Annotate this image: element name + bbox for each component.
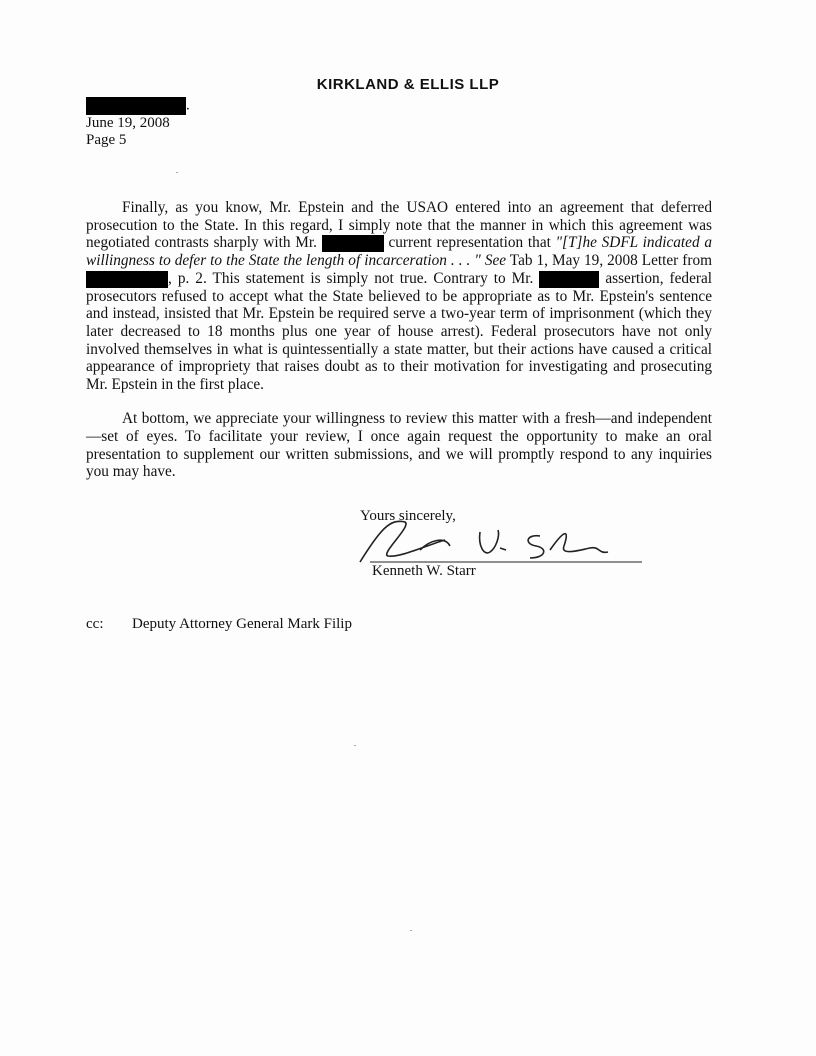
paragraph-2: At bottom, we appreciate your willingness to review this matter with a fresh—and independent—set of eyes. To facilitate your review, I once again request the opportunity to make an oral presentation to supplement our written submissions, and we will promptly respond to any inquiries you may have. — [86, 410, 712, 481]
firm-letterhead: KIRKLAND & ELLIS LLP — [316, 76, 500, 93]
addressee-line — [86, 97, 190, 115]
cc-recipient: Deputy Attorney General Mark Filip — [132, 616, 352, 632]
redaction-box — [539, 271, 599, 288]
redaction-box — [86, 271, 168, 288]
signer-name: Kenneth W. Starr — [372, 563, 476, 579]
page-number: Page 5 — [86, 132, 127, 148]
redaction-box — [86, 97, 186, 115]
p1-text-e: assertion, federal prosecutors refused to accept what the State believed to be appropriate as to Mr. Epstein's sentence and instead, insisted that Mr. Epstein be required serve a two-year term of imprisonment (which they later decreased to 18 months plus one year of house arrest). Federal prosecutors have not only involved themselves in what is quintessentially a state matter, but their actions have caused a critical appearance of impropriety that raises doubt as to their motivation for investigating and prosecuting Mr. Epstein in the first place. — [86, 269, 712, 393]
p1-text-a: Finally, as you know, Mr. Epstein and the USAO entered into an agreement that deferred prosecution to the State. In this regard, I simply note that the manner in which this agreement was negotiated contrasts sharply with Mr. — [86, 199, 712, 252]
addressee-suffix: . — [186, 97, 190, 114]
scan-speck — [410, 930, 412, 931]
redaction-box — [322, 235, 384, 252]
p1-quote: "[T]he SDFL indicated a willingness to defer to the State the length of incarceration . . . " — [86, 234, 712, 270]
cc-line — [86, 616, 352, 633]
scan-speck — [354, 745, 356, 746]
p1-text-b: current representation that — [383, 234, 556, 252]
p1-text-c: Tab 1, May 19, 2008 Letter from — [506, 252, 713, 270]
paragraph-1 — [86, 199, 712, 393]
scan-speck — [176, 172, 178, 173]
header-block — [86, 97, 190, 149]
cc-label: cc: — [86, 616, 104, 632]
letter-body — [86, 199, 712, 498]
p1-text-d: , p. 2. This statement is simply not true. Contrary to Mr. — [168, 269, 540, 287]
p1-see: See — [484, 252, 507, 270]
letter-date: June 19, 2008 — [86, 115, 170, 131]
closing-salutation: Yours sincerely, — [360, 508, 456, 524]
